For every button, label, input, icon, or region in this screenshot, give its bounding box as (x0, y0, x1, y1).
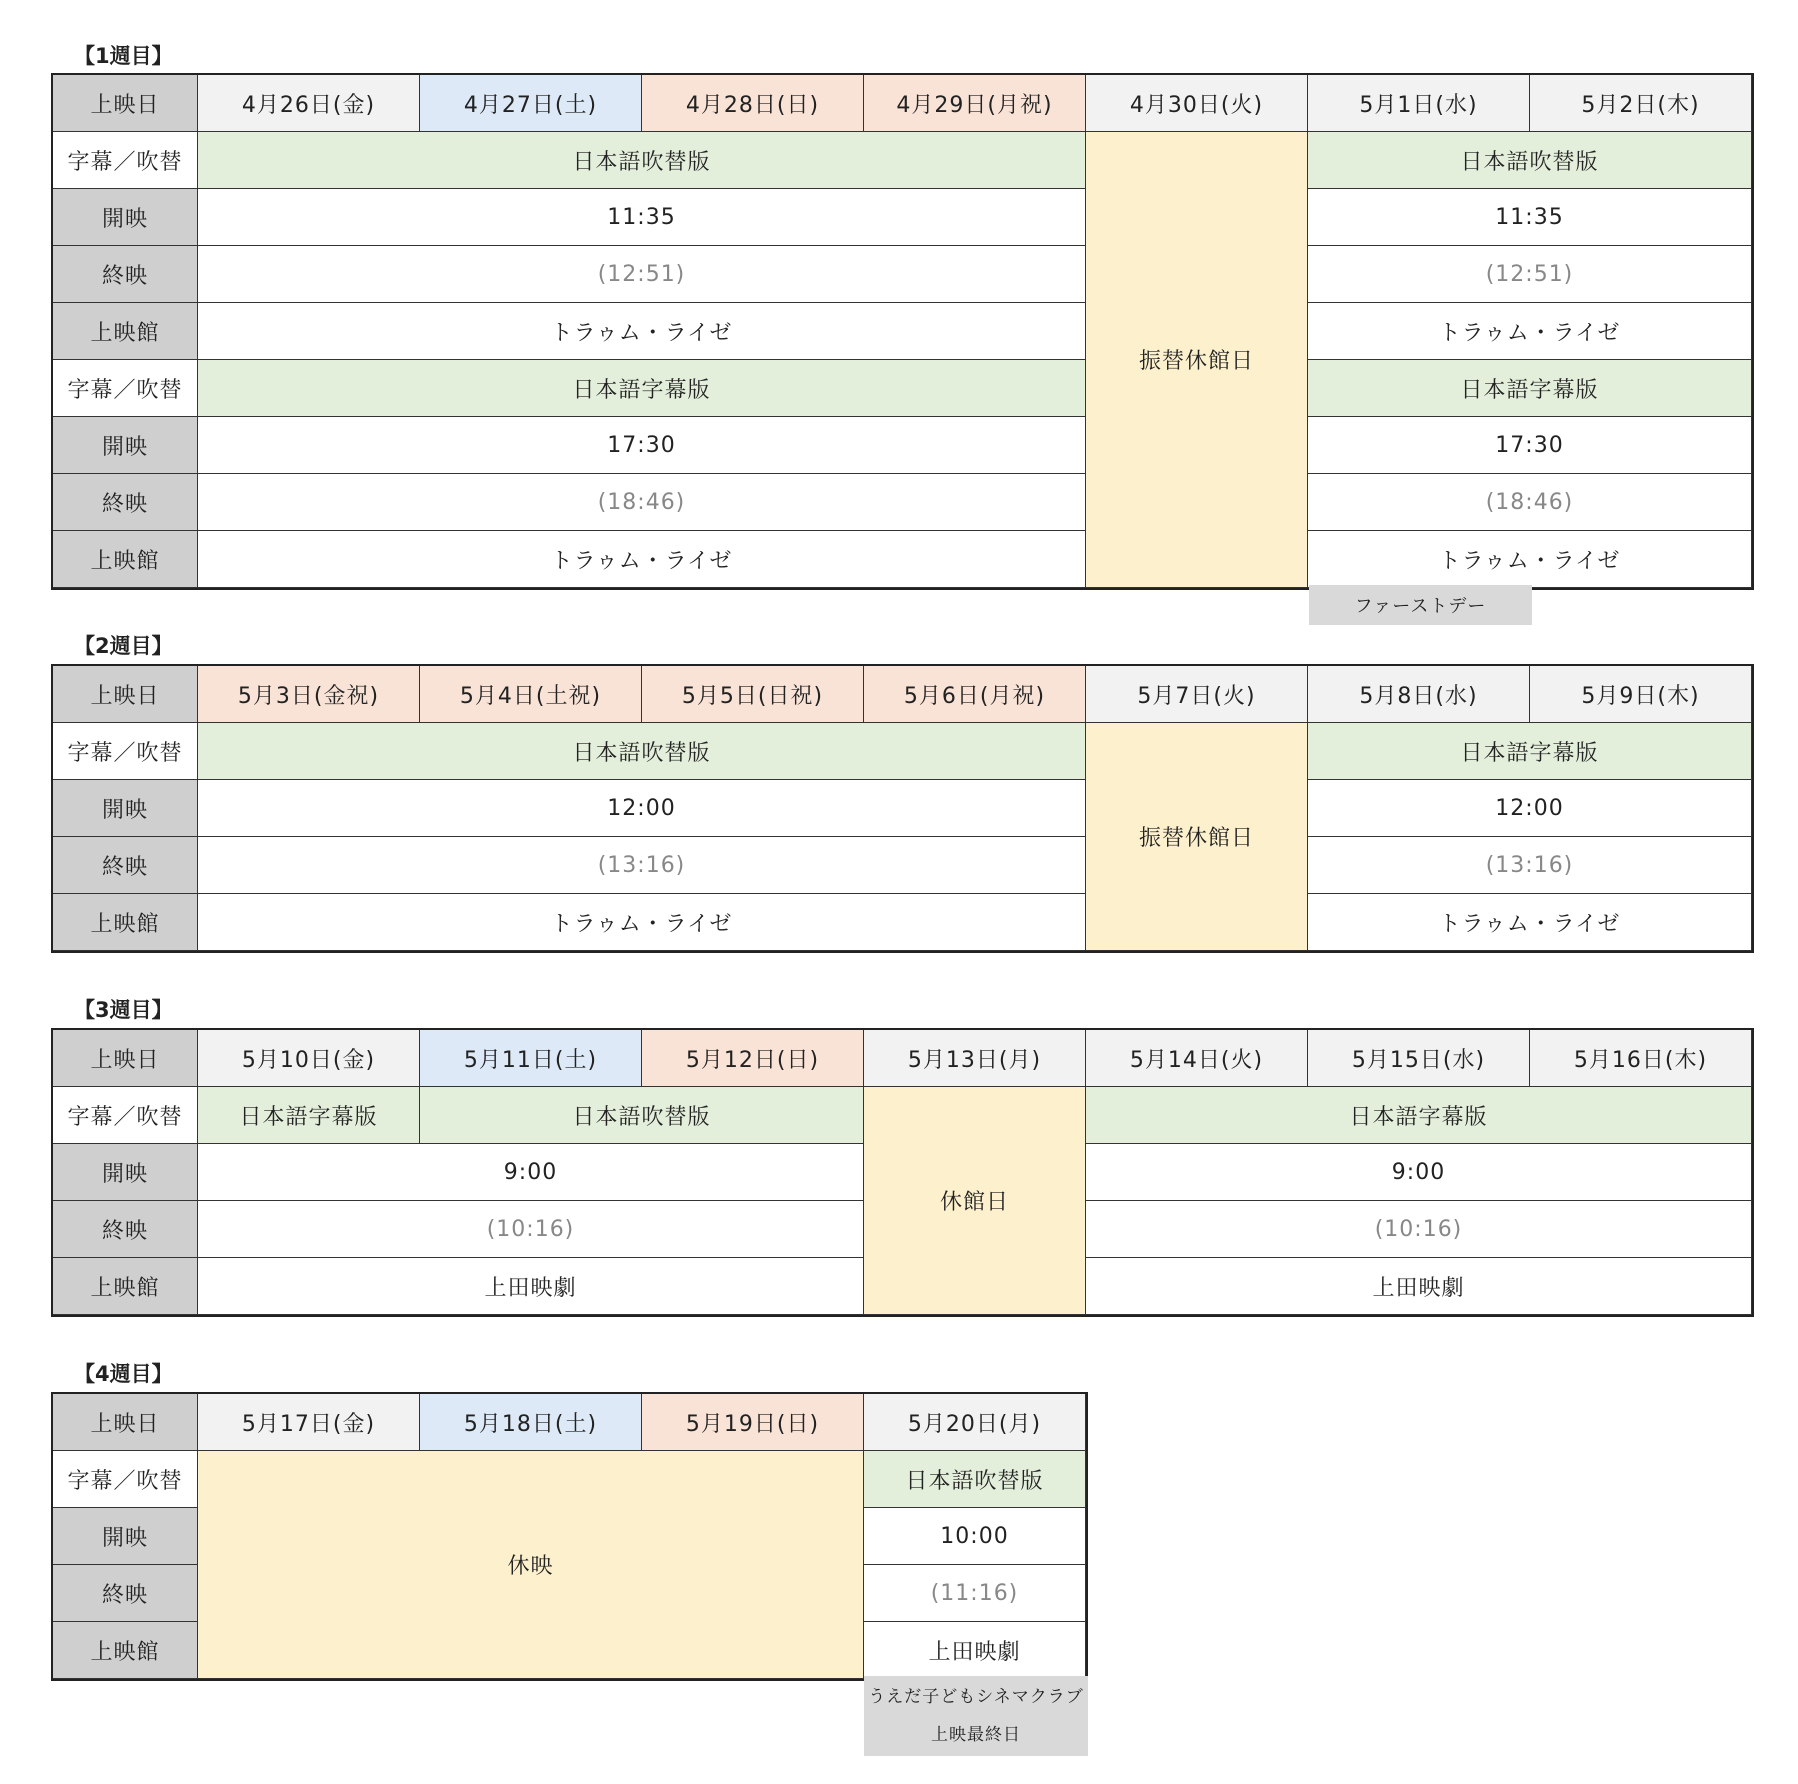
closed-cell: 休館日 (864, 1087, 1086, 1315)
final-day-note (864, 1676, 1088, 1756)
theater-cell: 上田映劇 (864, 1622, 1086, 1679)
format-cell: 日本語吹替版 (1308, 132, 1752, 189)
end-time-cell: (12:51) (198, 246, 1086, 303)
end-time-cell: (13:16) (1308, 837, 1752, 894)
label-start: 開映 (53, 189, 198, 246)
label-date: 上映日 (53, 75, 198, 132)
start-time-cell: 12:00 (1308, 780, 1752, 837)
note-line-1: うえだ子どもシネマクラブ (868, 1687, 1084, 1707)
label-start: 開映 (53, 417, 198, 474)
format-cell: 日本語吹替版 (198, 132, 1086, 189)
label-end: 終映 (53, 1565, 198, 1622)
start-time-cell: 11:35 (1308, 189, 1752, 246)
label-theater: 上映館 (53, 894, 198, 951)
format-cell: 日本語字幕版 (198, 360, 1086, 417)
week-2-title: 【2週目】 (74, 634, 173, 658)
format-cell: 日本語字幕版 (1086, 1087, 1752, 1144)
theater-cell: トラゥム・ライゼ (1308, 303, 1752, 360)
note-text: ファーストデー (1354, 596, 1487, 617)
theater-cell: トラゥム・ライゼ (1308, 531, 1752, 588)
theater-cell: トラゥム・ライゼ (198, 894, 1086, 951)
date-cell: 5月3日(金祝) (198, 666, 420, 723)
format-cell: 日本語字幕版 (1308, 723, 1752, 780)
no-screening-cell: 休映 (198, 1451, 864, 1679)
start-time-cell: 9:00 (1086, 1144, 1752, 1201)
week-4-schedule-table (51, 1392, 1088, 1681)
closed-cell: 振替休館日 (1086, 723, 1308, 951)
week-4-title: 【4週目】 (74, 1362, 173, 1386)
end-time-cell: (11:16) (864, 1565, 1086, 1622)
label-format: 字幕／吹替 (53, 1451, 198, 1508)
week-1-schedule-table (51, 73, 1754, 590)
date-cell: 5月9日(木) (1530, 666, 1752, 723)
closed-cell: 振替休館日 (1086, 132, 1308, 588)
label-theater: 上映館 (53, 531, 198, 588)
week-2-schedule-table (51, 664, 1754, 953)
date-cell: 5月10日(金) (198, 1030, 420, 1087)
theater-cell: 上田映劇 (1086, 1258, 1752, 1315)
format-cell: 日本語吹替版 (420, 1087, 864, 1144)
end-time-cell: (10:16) (198, 1201, 864, 1258)
date-cell: 5月5日(日祝) (642, 666, 864, 723)
date-cell: 5月16日(木) (1530, 1030, 1752, 1087)
format-cell: 日本語字幕版 (198, 1087, 420, 1144)
start-time-cell: 12:00 (198, 780, 1086, 837)
date-cell: 5月13日(月) (864, 1030, 1086, 1087)
date-cell: 5月20日(月) (864, 1394, 1086, 1451)
date-cell: 5月11日(土) (420, 1030, 642, 1087)
label-start: 開映 (53, 1144, 198, 1201)
label-date: 上映日 (53, 666, 198, 723)
label-end: 終映 (53, 1201, 198, 1258)
theater-cell: トラゥム・ライゼ (198, 303, 1086, 360)
start-time-cell: 9:00 (198, 1144, 864, 1201)
start-time-cell: 11:35 (198, 189, 1086, 246)
note-line-2: 上映最終日 (931, 1725, 1021, 1745)
label-format: 字幕／吹替 (53, 1087, 198, 1144)
date-cell: 5月8日(水) (1308, 666, 1530, 723)
start-time-cell: 17:30 (198, 417, 1086, 474)
date-cell: 5月4日(土祝) (420, 666, 642, 723)
end-time-cell: (12:51) (1308, 246, 1752, 303)
date-cell: 5月14日(火) (1086, 1030, 1308, 1087)
label-end: 終映 (53, 246, 198, 303)
theater-cell: 上田映劇 (198, 1258, 864, 1315)
date-cell: 5月15日(水) (1308, 1030, 1530, 1087)
date-cell: 5月6日(月祝) (864, 666, 1086, 723)
label-start: 開映 (53, 1508, 198, 1565)
date-cell: 4月26日(金) (198, 75, 420, 132)
format-cell: 日本語字幕版 (1308, 360, 1752, 417)
date-cell: 5月17日(金) (198, 1394, 420, 1451)
start-time-cell: 10:00 (864, 1508, 1086, 1565)
theater-cell: トラゥム・ライゼ (1308, 894, 1752, 951)
date-cell: 4月28日(日) (642, 75, 864, 132)
label-start: 開映 (53, 780, 198, 837)
date-cell: 5月7日(火) (1086, 666, 1308, 723)
end-time-cell: (18:46) (1308, 474, 1752, 531)
label-format: 字幕／吹替 (53, 723, 198, 780)
week-1-title: 【1週目】 (74, 44, 173, 68)
label-theater: 上映館 (53, 303, 198, 360)
label-end: 終映 (53, 474, 198, 531)
date-cell: 4月30日(火) (1086, 75, 1308, 132)
date-cell: 4月27日(土) (420, 75, 642, 132)
label-date: 上映日 (53, 1030, 198, 1087)
date-cell: 5月18日(土) (420, 1394, 642, 1451)
date-cell: 4月29日(月祝) (864, 75, 1086, 132)
label-format: 字幕／吹替 (53, 132, 198, 189)
start-time-cell: 17:30 (1308, 417, 1752, 474)
label-theater: 上映館 (53, 1622, 198, 1679)
theater-cell: トラゥム・ライゼ (198, 531, 1086, 588)
format-cell: 日本語吹替版 (864, 1451, 1086, 1508)
label-end: 終映 (53, 837, 198, 894)
end-time-cell: (10:16) (1086, 1201, 1752, 1258)
label-date: 上映日 (53, 1394, 198, 1451)
label-theater: 上映館 (53, 1258, 198, 1315)
end-time-cell: (18:46) (198, 474, 1086, 531)
date-cell: 5月2日(木) (1530, 75, 1752, 132)
label-format: 字幕／吹替 (53, 360, 198, 417)
week-3-title: 【3週目】 (74, 998, 173, 1022)
week-3-schedule-table (51, 1028, 1754, 1317)
first-day-note (1309, 585, 1532, 625)
end-time-cell: (13:16) (198, 837, 1086, 894)
format-cell: 日本語吹替版 (198, 723, 1086, 780)
date-cell: 5月12日(日) (642, 1030, 864, 1087)
date-cell: 5月19日(日) (642, 1394, 864, 1451)
date-cell: 5月1日(水) (1308, 75, 1530, 132)
